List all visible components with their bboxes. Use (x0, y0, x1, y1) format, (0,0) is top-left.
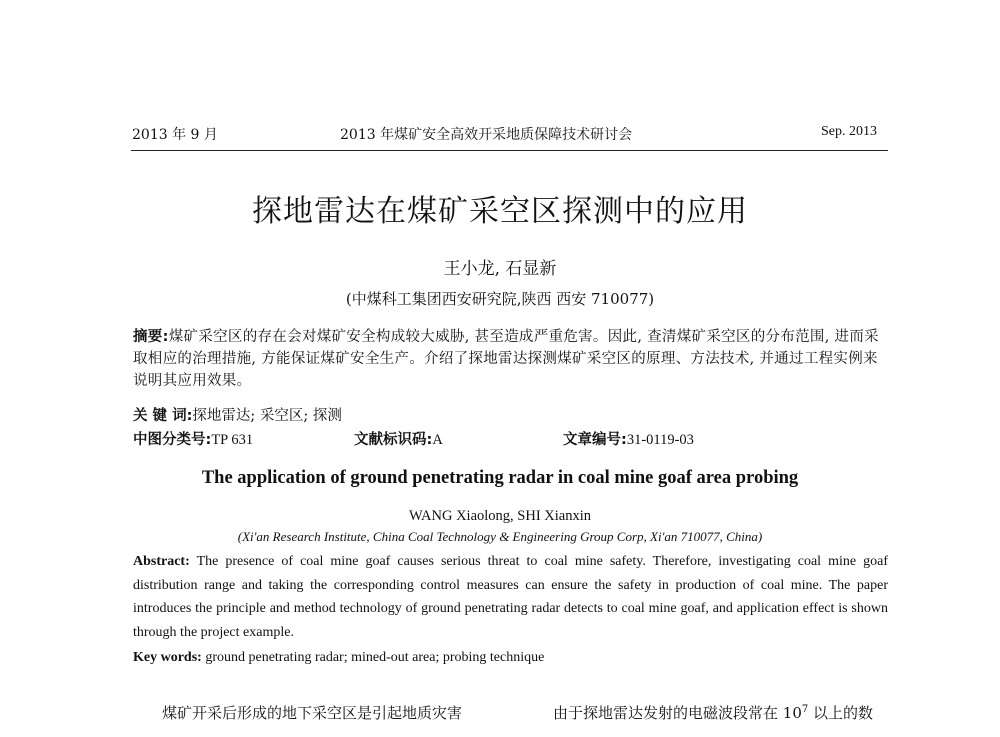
header-conference: 2013 年煤矿安全高效开采地质保障技术研讨会 (340, 127, 633, 143)
abstract-en (133, 550, 888, 644)
abstract-en-text: The presence of coal mine goaf causes serious threat to coal mine safety. Therefore, investigating coal mine goaf distribution range and taking the corresponding control measures can ensure the safety in production of coal mine. The paper introduces the principle and method technology of ground penetrating radar detects to coal mine goaf, and application effect is shown through the project example. (133, 554, 889, 640)
authors-cn: 王小龙, 石显新 (443, 259, 557, 279)
clc-value: TP 631 (211, 432, 254, 448)
abstract-cn (133, 326, 888, 392)
clc-label: 中图分类号: (133, 432, 212, 448)
body-col2-sup: 7 (801, 704, 809, 715)
body-col2-text-a: 由于探地雷达发射的电磁波段常在 10 (553, 704, 802, 722)
keywords-en-label: Key words: (133, 650, 202, 665)
abstract-cn-label: 摘要: (133, 329, 169, 345)
article-label: 文章编号: (563, 432, 627, 448)
header-rule (131, 150, 888, 151)
title-cn: 探地雷达在煤矿采空区探测中的应用 (252, 194, 748, 229)
header-date-cn: 2013 年 9 月 (132, 127, 218, 143)
authors-en: WANG Xiaolong, SHI Xianxin (408, 508, 592, 524)
abstract-cn-text: 煤矿采空区的存在会对煤矿安全构成较大威胁, 甚至造成严重危害。因此, 查清煤矿采空区的分布范围, 进而采取相应的治理措施, 方能保证煤矿安全生产。介绍了探地雷达探测煤矿采空区的原理、方法技术, 并通过工程实例来说明其应用效果。 (133, 329, 879, 389)
doc-code (354, 428, 443, 449)
article-value: 31-0119-03 (626, 432, 694, 448)
keywords-cn-text: 探地雷达; 采空区; 探测 (192, 408, 342, 424)
abstract-en-label: Abstract: (133, 554, 190, 569)
doc-label: 文献标识码: (354, 432, 433, 448)
doc-value: A (432, 432, 443, 448)
title-en: The application of ground penetrating radar in coal mine goaf area probing (201, 468, 799, 488)
keywords-cn (133, 404, 342, 425)
keywords-en-text: ground penetrating radar; mined-out area; probing technique (205, 650, 545, 665)
affiliation-en: (Xi'an Research Institute, China Coal Technology & Engineering Group Corp, Xi'an 710077, China) (237, 529, 763, 544)
body-col2-line1 (553, 702, 873, 723)
body-col1-line1: 煤矿开采后形成的地下采空区是引起地质灾害 (162, 704, 463, 722)
affiliation-cn: (中煤科工集团西安研究院,陕西 西安 710077) (345, 290, 655, 308)
header-date-en: Sep. 2013 (821, 124, 877, 139)
body-col2-text-b: 以上的数 (808, 704, 874, 722)
keywords-cn-label: 关 键 词: (133, 408, 193, 424)
article-number (563, 428, 694, 449)
keywords-en (133, 650, 544, 666)
clc-number (133, 428, 253, 449)
